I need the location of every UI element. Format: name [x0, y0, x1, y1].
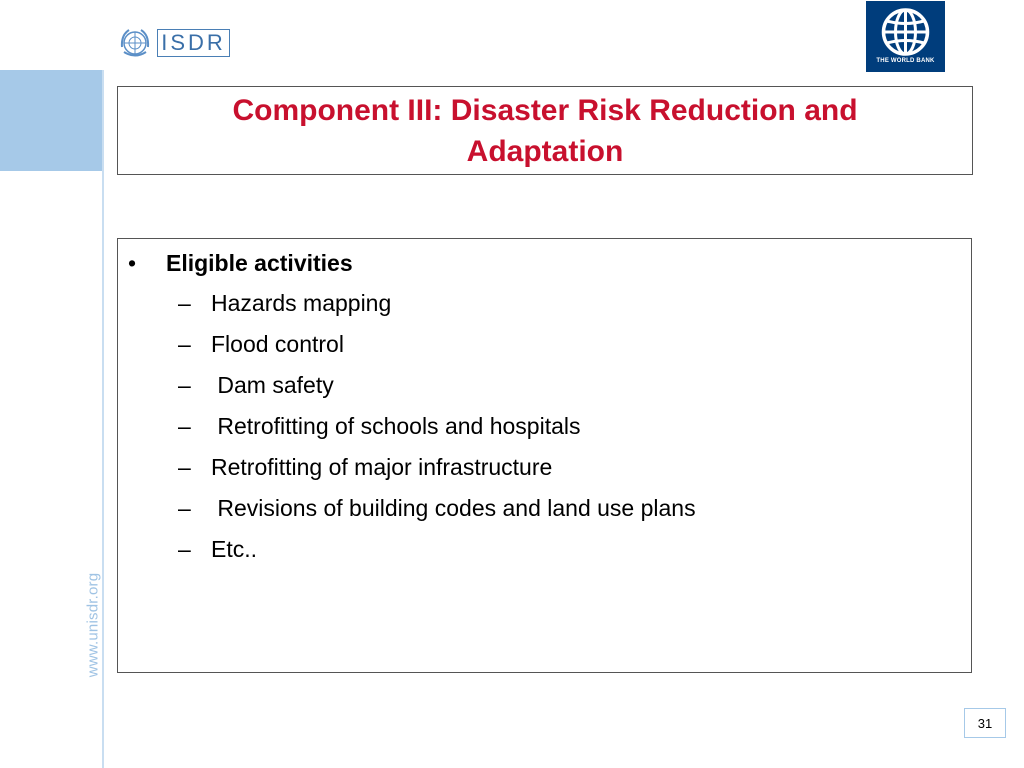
list-item [178, 371, 696, 412]
slide-title [232, 90, 857, 172]
worldbank-logo [866, 1, 945, 72]
sidebar-accent-block [0, 70, 102, 171]
dash-mark: – [178, 331, 191, 357]
list-item [178, 535, 696, 576]
globe-icon [877, 6, 934, 57]
slide-title-line1: Component III: Disaster Risk Reduction and [232, 93, 858, 127]
list-item [178, 289, 696, 330]
un-emblem-icon [117, 25, 153, 61]
content-box [117, 238, 972, 673]
page-number: 31 [964, 708, 1006, 738]
list-item [178, 453, 696, 494]
sub-item-list [178, 289, 696, 576]
dash-mark: – [178, 495, 191, 521]
sidebar-url: www.unisdr.org [84, 572, 102, 678]
slide-title-line2: Adaptation [466, 134, 624, 168]
isdr-logo [117, 24, 230, 62]
title-box [117, 86, 973, 175]
list-item-text: Revisions of building codes and land use plans [211, 495, 696, 521]
list-item-text: Dam safety [211, 372, 334, 398]
bullet-text: Eligible activities [166, 250, 353, 276]
list-item-text: Retrofitting of schools and hospitals [211, 413, 581, 439]
list-item [178, 494, 696, 535]
bullet-item [128, 249, 353, 277]
list-item [178, 330, 696, 371]
list-item-text: Hazards mapping [211, 290, 392, 316]
list-item-text: Retrofitting of major infrastructure [211, 454, 553, 480]
isdr-logo-text: ISDR [157, 29, 230, 57]
worldbank-logo-text: THE WORLD BANK [876, 58, 935, 64]
dash-mark: – [178, 413, 191, 439]
bullet-mark: • [128, 250, 137, 276]
list-item-text: Etc.. [211, 536, 258, 562]
list-item [178, 412, 696, 453]
dash-mark: – [178, 290, 191, 316]
sidebar-divider-line [102, 70, 104, 768]
list-item-text: Flood control [211, 331, 344, 357]
dash-mark: – [178, 372, 191, 398]
dash-mark: – [178, 536, 191, 562]
dash-mark: – [178, 454, 191, 480]
